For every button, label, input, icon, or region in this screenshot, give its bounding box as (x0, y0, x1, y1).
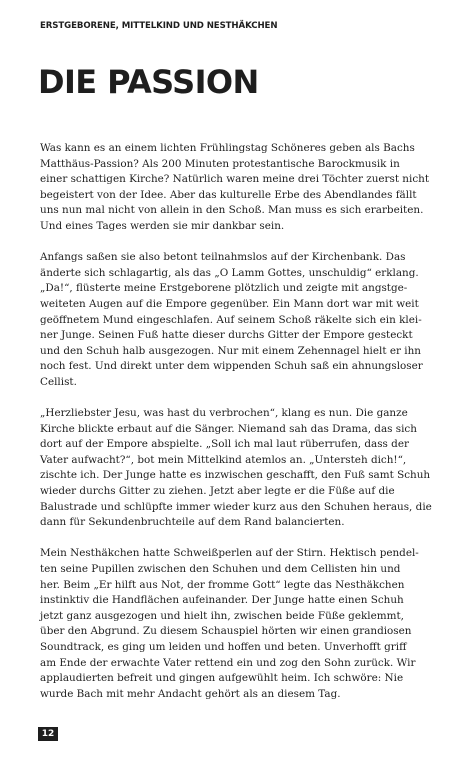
paragraph (40, 546, 450, 702)
text-line: ten seine Pupillen zwischen den Schuhen und dem Cellisten hin und (40, 563, 401, 576)
text-line: weiteten Augen auf die Empore gegenüber. Ein Mann dort war mit weit (40, 297, 419, 310)
text-line: Anfangs saßen sie also betont teilnahmslos auf der Kirchenbank. Das (40, 251, 406, 264)
text-line: Soundtrack, es ging um leiden und hoffen und beten. Unverhofft griff (40, 641, 407, 653)
text-line: Matthäus-Passion? Als 200 Minuten protestantische Barockmusik in (40, 157, 400, 170)
text-line: jetzt ganz ausgezogen und hielt ihn, zwischen beide Füße geklemmt, (40, 609, 404, 622)
text-line: ner Junge. Seinen Fuß hatte dieser durchs Gitter der Empore gesteckt (40, 329, 413, 342)
text-line: dort auf der Empore abspielte. „Soll ich mal laut rüberrufen, dass der (40, 438, 409, 451)
text-line: applaudierten befreit und gingen aufgewühlt heim. Ich schwöre: Nie (40, 672, 404, 685)
text-line: „Da!“, flüsterte meine Erstgeborene plötzlich und zeigte mit angstge- (40, 282, 408, 295)
text-line: her. Beim „Er hilft aus Not, der fromme Gott“ legte das Nesthäkchen (40, 578, 405, 591)
text-line: und den Schuh halb ausgezogen. Nur mit einem Zehennagel hielt er ihn (40, 344, 421, 357)
paragraph (40, 406, 450, 531)
text-line: Balustrade und schlüpfte immer wieder kurz aus den Schuhen heraus, die (40, 500, 432, 513)
text-line: änderte sich schlagartig, als das „O Lamm Gottes, unschuldig“ erklang. (40, 266, 419, 279)
paragraph (40, 250, 450, 390)
chapter-title: DIE PASSION (38, 63, 259, 101)
text-line: Mein Nesthäkchen hatte Schweißperlen auf der Stirn. Hektisch pendel- (40, 547, 419, 560)
running-head: ERSTGEBORENE, MITTELKIND UND NESTHÄKCHEN (40, 21, 278, 31)
text-line: noch fest. Und direkt unter dem wippenden Schuh saß ein ahnungsloser (40, 360, 423, 373)
text-line: dann für Sekundenbruchteile auf dem Rand balancierten. (40, 516, 345, 529)
text-line: Cellist. (40, 375, 77, 388)
body-text (40, 141, 450, 718)
text-line: Was kann es an einem lichten Frühlingstag Schöneres geben als Bachs (40, 142, 415, 154)
text-line: begeistert von der Idee. Aber das kulturelle Erbe des Abendlandes fällt (40, 188, 417, 201)
text-line: wurde Bach mit mehr Andacht gehört als an diesem Tag. (40, 687, 341, 700)
paragraph (40, 141, 450, 235)
text-line: „Herzliebster Jesu, was hast du verbrochen“, klang es nun. Die ganze (40, 407, 408, 420)
text-line: Und eines Tages werden sie mir dankbar sein. (40, 219, 285, 232)
text-line: über den Abgrund. Zu diesem Schauspiel hörten wir einen grandiosen (40, 625, 412, 638)
text-line: am Ende der erwachte Vater rettend ein und zog den Sohn zurück. Wir (40, 656, 416, 669)
text-line: uns nun mal nicht von allein in den Schoß. Man muss es sich erarbeiten. (40, 204, 424, 217)
text-line: geöffnetem Mund eingeschlafen. Auf seinem Schoß räkelte sich ein klei- (40, 313, 422, 326)
text-line: instinktiv die Handflächen aufeinander. Der Junge hatte einen Schuh (40, 594, 404, 607)
page-number: 12 (38, 727, 58, 741)
text-line: Kirche blickte erbaut auf die Sänger. Niemand sah das Drama, das sich (40, 422, 417, 435)
text-line: einer schattigen Kirche? Natürlich waren meine drei Töchter zuerst nicht (40, 173, 430, 186)
text-line: wieder durchs Gitter zu ziehen. Jetzt aber legte er die Füße auf die (40, 485, 395, 498)
text-line: Vater aufwacht?“, bot mein Mittelkind atemlos an. „Untersteh dich!“, (40, 453, 407, 466)
text-line: zischte ich. Der Junge hatte es inzwischen geschafft, den Fuß samt Schuh (40, 469, 431, 482)
